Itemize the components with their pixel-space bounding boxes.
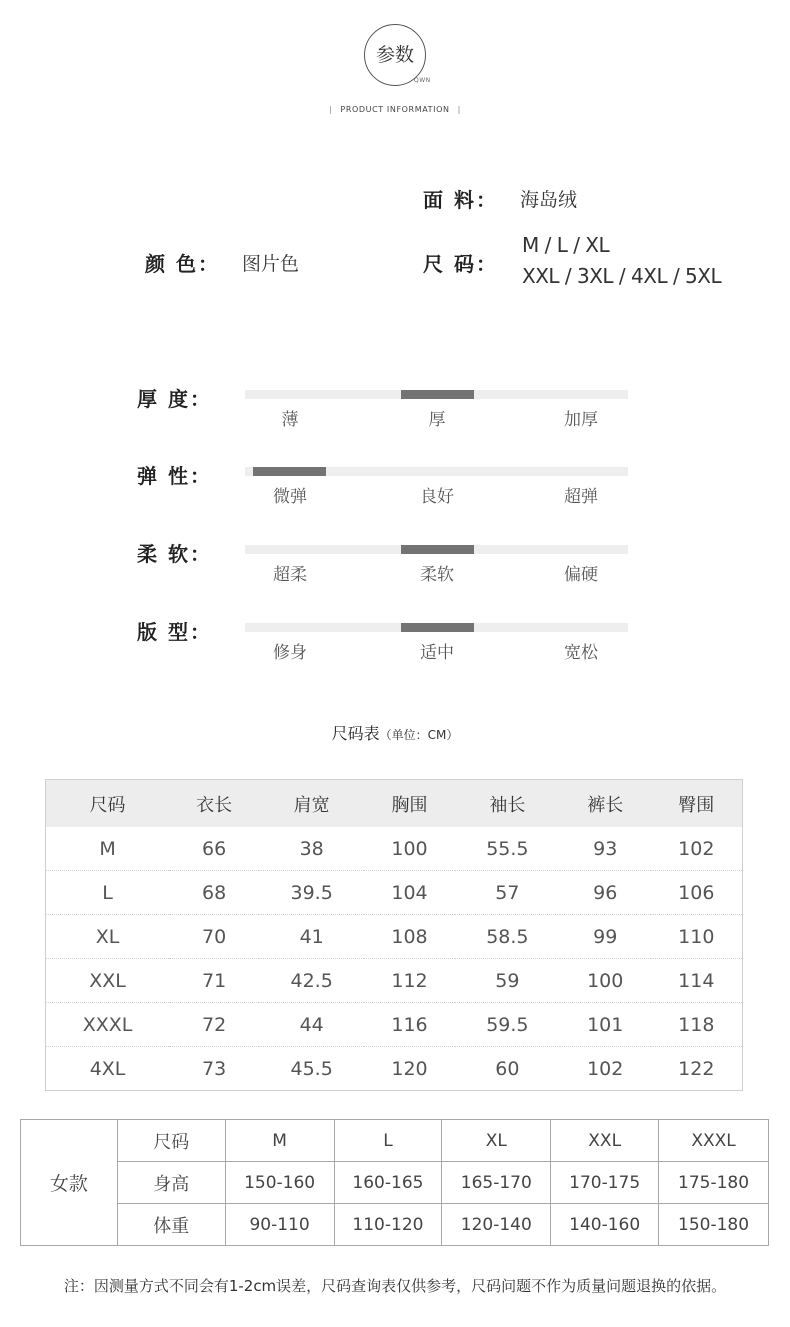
rating-track-thickness — [245, 390, 628, 399]
rating-label-thickness: 厚 度： — [137, 387, 212, 411]
size-table-cell: 101 — [560, 1003, 651, 1047]
size-table-cell: 72 — [169, 1003, 259, 1047]
rating-track-elasticity — [245, 467, 628, 476]
rating-option: 柔软 — [420, 565, 454, 585]
size-table-header-row — [46, 780, 743, 828]
size-table-cell: L — [46, 871, 170, 915]
logo-subtext: QWN — [414, 77, 431, 84]
size-table-cell: 106 — [651, 871, 743, 915]
size-table-cell: XXXL — [46, 1003, 170, 1047]
size-table-cell: 60 — [495, 1057, 520, 1080]
size-table-cell: 4XL — [89, 1057, 126, 1080]
women-table-cell: 150-180 — [659, 1204, 769, 1246]
women-table-row — [21, 1120, 769, 1162]
women-table-cell: 160-165 — [334, 1162, 442, 1204]
women-table-cell: XXXL — [659, 1120, 769, 1162]
size-table-title — [0, 721, 790, 744]
women-table-cell: 170-175 — [551, 1162, 659, 1204]
women-table-cell: 175-180 — [659, 1162, 769, 1204]
size-table-cell: XXL — [46, 959, 170, 1003]
product-information-heading — [0, 105, 790, 114]
size-table-cell: 116 — [364, 1003, 455, 1047]
rating-option: 厚 — [428, 410, 446, 430]
size-table-cell: 108 — [364, 915, 455, 959]
logo-text: 参数 — [375, 44, 414, 66]
size-table-header-cell: 袖长 — [455, 780, 560, 828]
women-row-label: 体重 — [117, 1204, 225, 1246]
size-table-cell: 70 — [169, 915, 259, 959]
women-table-cell: 150-160 — [225, 1162, 334, 1204]
size-table-cell: 55.5 — [455, 827, 560, 871]
size-table-cell: 100 — [560, 959, 651, 1003]
divider-left: | — [329, 105, 333, 114]
size-table-cell: 59.5 — [455, 1003, 560, 1047]
size-table-cell: 45.5 — [290, 1057, 333, 1080]
women-table-cell: XL — [442, 1120, 551, 1162]
size-table-row — [46, 827, 743, 871]
divider-right: | — [457, 105, 461, 114]
size-table-cell: 99 — [560, 915, 651, 959]
size-table-cell: 93 — [560, 827, 651, 871]
size-table-header-cell: 臀围 — [651, 780, 743, 828]
rating-option: 超柔 — [273, 565, 307, 585]
rating-option: 宽松 — [564, 643, 598, 663]
size-table-header-cell: 尺码 — [46, 780, 170, 828]
women-table-row — [21, 1162, 769, 1204]
size-table-row — [46, 1047, 743, 1091]
rating-indicator-thickness — [401, 390, 474, 399]
rating-option: 偏硬 — [564, 565, 598, 585]
size-table-cell: 73 — [202, 1057, 227, 1080]
size-values-line2: XXL / 3XL / 4XL / 5XL — [522, 264, 722, 288]
rating-option: 薄 — [281, 410, 299, 430]
size-table-cell: 100 — [364, 827, 455, 871]
color-label: 颜 色： — [145, 252, 220, 276]
size-table-cell: 44 — [259, 1003, 364, 1047]
size-table-cell: 39.5 — [259, 871, 364, 915]
size-table-cell: 118 — [651, 1003, 743, 1047]
rating-option: 良好 — [420, 487, 454, 507]
size-table — [45, 779, 743, 1091]
size-table-cell: M — [46, 827, 170, 871]
women-row-label: 身高 — [117, 1162, 225, 1204]
women-table-cell: 120-140 — [442, 1204, 551, 1246]
women-group-label: 女款 — [21, 1120, 118, 1246]
size-table-row — [46, 915, 743, 959]
women-table-cell: 90-110 — [225, 1204, 334, 1246]
size-table-cell: 102 — [587, 1057, 624, 1080]
rating-option: 适中 — [420, 643, 454, 663]
size-table-header-cell: 胸围 — [364, 780, 455, 828]
size-table-title-text: 尺码表 — [331, 724, 380, 743]
rating-label-fit: 版 型： — [137, 620, 212, 644]
size-table-row — [46, 871, 743, 915]
size-table-cell: 114 — [651, 959, 743, 1003]
rating-track-fit — [245, 623, 628, 632]
size-table-cell: 42.5 — [259, 959, 364, 1003]
size-label: 尺 码： — [423, 252, 498, 276]
product-information-text: PRODUCT INFORMATION — [340, 105, 450, 114]
size-table-cell: 57 — [455, 871, 560, 915]
size-table-cell: 58.5 — [455, 915, 560, 959]
women-table-row — [21, 1204, 769, 1246]
rating-track-softness — [245, 545, 628, 554]
fabric-value: 海岛绒 — [520, 189, 578, 211]
rating-option: 微弹 — [273, 487, 307, 507]
size-table-unit: （单位：CM） — [379, 728, 459, 742]
size-table-header-cell: 衣长 — [169, 780, 259, 828]
size-table-cell: 112 — [364, 959, 455, 1003]
size-table-header-cell: 肩宽 — [259, 780, 364, 828]
size-table-cell: 122 — [678, 1057, 715, 1080]
size-table-row — [46, 959, 743, 1003]
disclaimer-note: 注：因测量方式不同会有1-2cm误差，尺码查询表仅供参考，尺码问题不作为质量问题退换的依据。 — [63, 1277, 727, 1295]
rating-option: 修身 — [273, 643, 307, 663]
rating-label-softness: 柔 软： — [137, 542, 212, 566]
rating-indicator-fit — [401, 623, 474, 632]
women-row-label: 尺码 — [117, 1120, 225, 1162]
size-table-cell: 120 — [391, 1057, 428, 1080]
size-table-cell: XL — [46, 915, 170, 959]
rating-option: 加厚 — [564, 410, 598, 430]
size-table-cell: 59 — [455, 959, 560, 1003]
rating-indicator-softness — [401, 545, 474, 554]
size-table-cell: 41 — [259, 915, 364, 959]
size-table-row — [46, 1003, 743, 1047]
women-table-cell: XXL — [551, 1120, 659, 1162]
rating-option: 超弹 — [564, 487, 598, 507]
women-table-cell: 165-170 — [442, 1162, 551, 1204]
rating-indicator-elasticity — [253, 467, 326, 476]
size-table-cell: 102 — [651, 827, 743, 871]
size-table-cell: 110 — [651, 915, 743, 959]
women-table-cell: 110-120 — [334, 1204, 442, 1246]
women-table-cell: L — [334, 1120, 442, 1162]
fabric-label: 面 料： — [423, 188, 498, 212]
size-table-cell: 68 — [169, 871, 259, 915]
size-table-header-cell: 裤长 — [560, 780, 651, 828]
size-table-cell: 104 — [364, 871, 455, 915]
women-size-table-body — [21, 1120, 769, 1246]
size-table-cell: 96 — [560, 871, 651, 915]
size-table-cell: 71 — [169, 959, 259, 1003]
size-table-cell: 66 — [169, 827, 259, 871]
women-size-table — [20, 1119, 769, 1246]
women-table-cell: 140-160 — [551, 1204, 659, 1246]
size-table-cell: 38 — [259, 827, 364, 871]
rating-label-elasticity: 弹 性： — [137, 464, 212, 488]
size-values-line1: M / L / XL — [522, 233, 610, 257]
color-value: 图片色 — [242, 253, 300, 275]
size-table-body — [46, 827, 743, 1091]
women-table-cell: M — [225, 1120, 334, 1162]
